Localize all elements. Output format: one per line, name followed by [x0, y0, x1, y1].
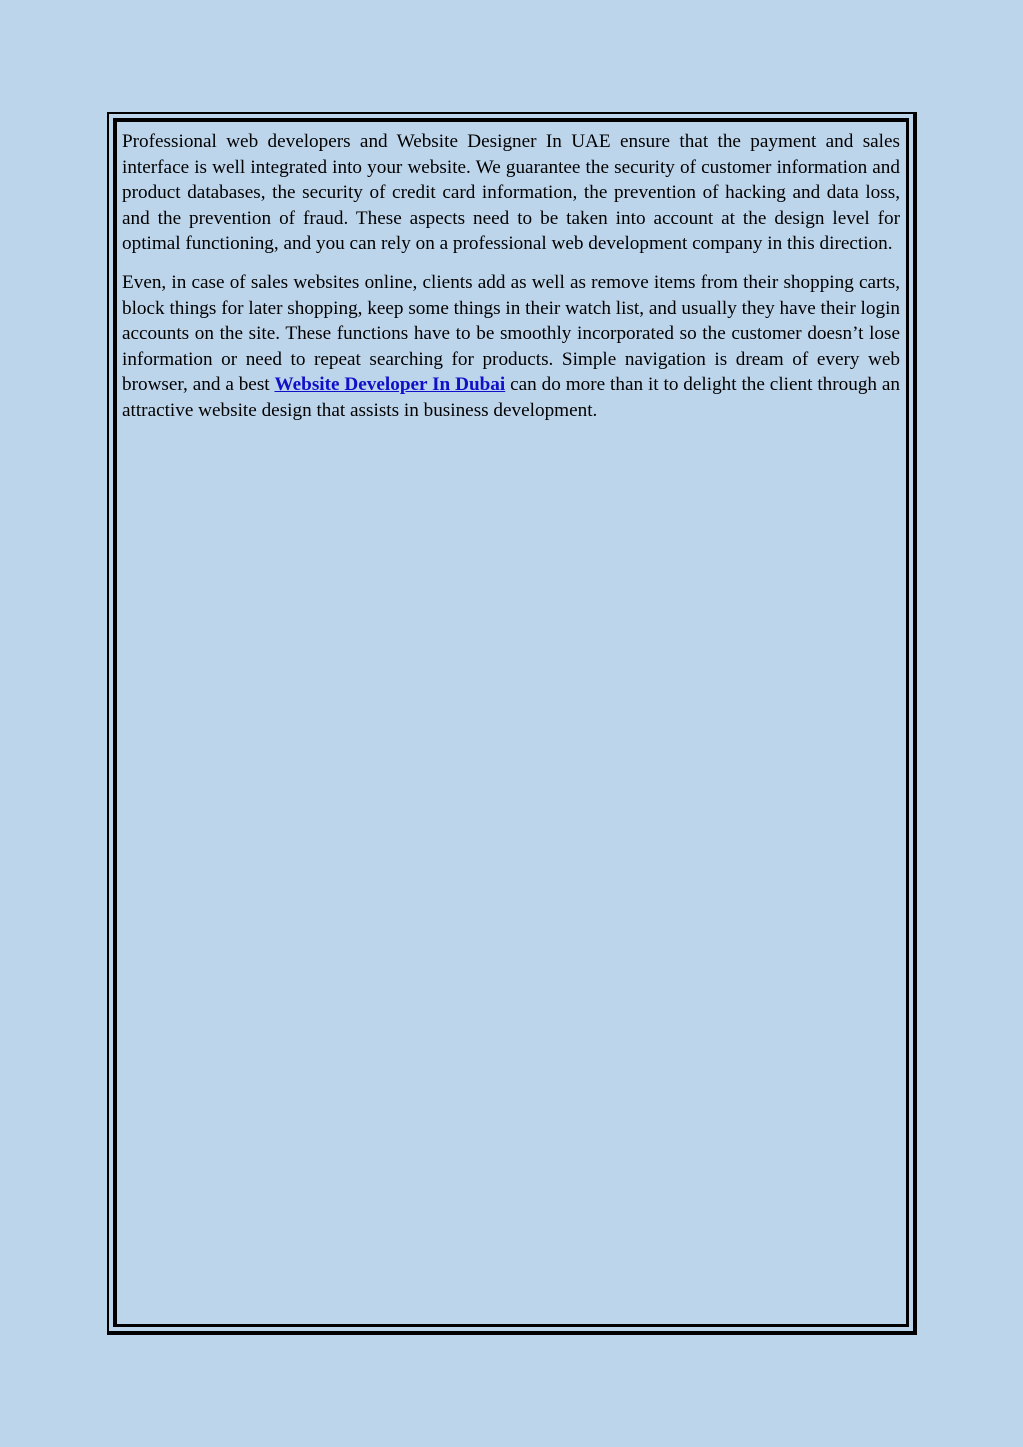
paragraph-2-text-after-link: can do more than it to delight the client through an attractive website design that assists in business development. — [122, 374, 901, 421]
website-developer-dubai-link[interactable]: Website Developer In Dubai — [274, 374, 506, 396]
paragraph-shopping-navigation — [122, 270, 900, 424]
paragraph-1-text: Professional web developers and Website Designer In UAE ensure that the payment and sales interface is well integrated into your website. We guarantee the security of customer information and product databases, the security of credit card information, the prevention of hacking and data loss, and the prevention of fraud. These aspects need to be taken into account at the design level for optimal functioning, and you can rely on a professional web development company in this direction. — [122, 131, 900, 255]
paragraph-2-text-before-link: Even, in case of sales websites online, clients add as well as remove items from their shopping carts, block things for later shopping, keep some things in their watch list, and usually they have their login accounts on the site. These functions have to be smoothly incorporated so the customer doesn’t lose information or need to repeat searching for products. Simple navigation is dream of every web browser, and a best — [122, 271, 900, 396]
page-frame-inner-border — [113, 118, 909, 1327]
page-frame-outer-border — [107, 112, 917, 1335]
paragraph-payment-security — [122, 129, 900, 257]
document-body — [122, 129, 900, 1318]
